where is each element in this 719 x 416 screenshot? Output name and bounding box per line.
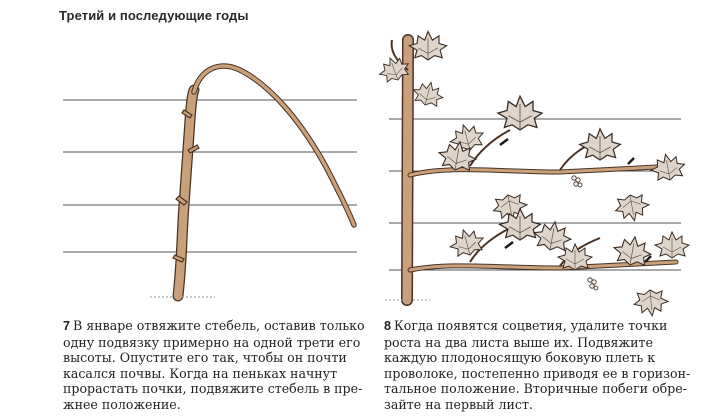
caption-line: жнее положение. bbox=[63, 396, 181, 412]
caption-number: 7 bbox=[63, 319, 71, 333]
caption-line: роста на два листа выше их. Подвяжите bbox=[384, 334, 653, 350]
panel-7-illustration bbox=[63, 66, 357, 297]
caption-line: зайте на первый лист. bbox=[384, 396, 533, 412]
caption-line: одну подвязку примерно на одной трети его bbox=[63, 334, 361, 350]
caption-line: проволоке, постепенно приводя ее в горизон- bbox=[384, 365, 691, 381]
caption-line: касался почвы. Когда на пеньках начнут bbox=[63, 365, 338, 381]
section-heading: Третий и последующие годы bbox=[59, 8, 249, 23]
caption-line: тальное положение. Вторичные побеги обре- bbox=[384, 381, 688, 397]
caption-8 bbox=[384, 318, 691, 413]
caption-line: каждую плодоносящую боковую плеть к bbox=[384, 350, 656, 366]
caption-line: высоты. Опустите его так, чтобы он почти bbox=[63, 350, 347, 366]
caption-line: Когда появятся соцветия, удалите точки bbox=[394, 318, 668, 333]
caption-7 bbox=[63, 318, 363, 413]
caption-number: 8 bbox=[384, 319, 392, 333]
trellis-wires-7 bbox=[63, 100, 357, 252]
caption-line: В январе отвяжите стебель, оставив только bbox=[73, 318, 365, 333]
vine-cane-7 bbox=[194, 66, 354, 225]
panel-8-illustration bbox=[376, 31, 689, 317]
caption-line: прорастать почки, подвяжите стебель в пре- bbox=[63, 381, 363, 397]
